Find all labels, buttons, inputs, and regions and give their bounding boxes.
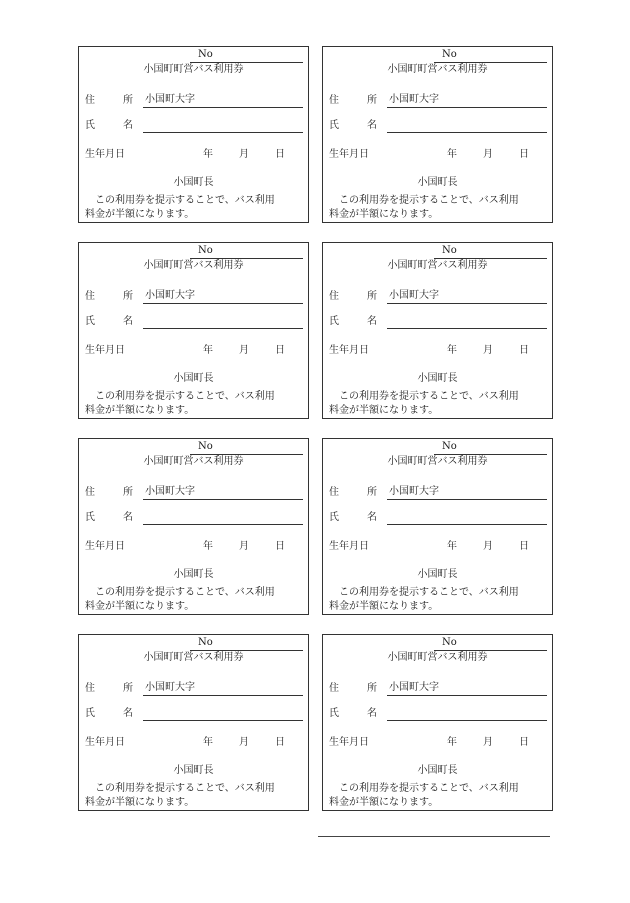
name-label-char-2: 名	[367, 316, 377, 327]
issuer: 小国町長	[173, 569, 214, 580]
address-label	[85, 682, 133, 696]
notice-line-2: 料金が半額になります。	[329, 601, 439, 612]
name-label	[85, 707, 133, 721]
ticket-number-field	[434, 49, 547, 63]
address-label-char-2: 所	[123, 683, 133, 694]
notice-line-1: この利用券を提示することで、バス利用	[339, 587, 519, 598]
birthdate-month: 月	[483, 345, 493, 356]
birthdate-year: 年	[203, 737, 213, 748]
birthdate-year: 年	[203, 345, 213, 356]
bus-ticket-1	[78, 46, 309, 223]
ticket-title: 小国町町営バス利用券	[143, 652, 244, 663]
ticket-notice	[85, 782, 305, 810]
ticket-number-label: No	[442, 49, 457, 60]
birthdate-month: 月	[483, 541, 493, 552]
birthdate-day: 日	[519, 541, 529, 552]
birthdate-month: 月	[483, 149, 493, 160]
birthdate-day: 日	[519, 345, 529, 356]
ticket-title: 小国町町営バス利用券	[387, 64, 488, 75]
birthdate-label: 生年月日	[85, 345, 125, 356]
name-label-char-1: 氏	[329, 708, 339, 719]
address-label-char-1: 住	[85, 291, 95, 302]
name-field	[143, 707, 303, 721]
address-label-char-2: 所	[123, 487, 133, 498]
address-field	[387, 682, 547, 696]
bus-ticket-4	[322, 242, 553, 419]
address-value: 小国町大字	[389, 290, 439, 301]
birthdate-day: 日	[275, 345, 285, 356]
notice-line-2: 料金が半額になります。	[329, 209, 439, 220]
name-field	[143, 119, 303, 133]
name-field	[143, 511, 303, 525]
name-label	[85, 511, 133, 525]
notice-line-2: 料金が半額になります。	[85, 601, 195, 612]
name-label-char-1: 氏	[85, 512, 95, 523]
address-field	[143, 682, 303, 696]
issuer: 小国町長	[173, 177, 214, 188]
birthdate-month: 月	[239, 541, 249, 552]
name-label	[85, 315, 133, 329]
notice-line-1: この利用券を提示することで、バス利用	[339, 391, 519, 402]
name-label-char-1: 氏	[85, 708, 95, 719]
birthdate-year: 年	[447, 541, 457, 552]
birthdate-day: 日	[275, 541, 285, 552]
birthdate-label: 生年月日	[85, 737, 125, 748]
birthdate-day: 日	[275, 737, 285, 748]
issuer: 小国町長	[173, 765, 214, 776]
ticket-number-label: No	[198, 49, 213, 60]
ticket-notice	[329, 390, 549, 418]
name-label-char-2: 名	[367, 708, 377, 719]
name-label	[329, 119, 377, 133]
ticket-title: 小国町町営バス利用券	[387, 652, 488, 663]
bus-ticket-3	[78, 242, 309, 419]
ticket-number-field	[434, 441, 547, 455]
issuer: 小国町長	[417, 177, 458, 188]
name-label	[329, 707, 377, 721]
address-field	[387, 486, 547, 500]
address-value: 小国町大字	[389, 486, 439, 497]
birthdate-year: 年	[447, 149, 457, 160]
name-label-char-1: 氏	[329, 512, 339, 523]
address-label	[329, 290, 377, 304]
ticket-number-label: No	[198, 245, 213, 256]
ticket-number-label: No	[198, 441, 213, 452]
address-field	[387, 94, 547, 108]
birthdate-label: 生年月日	[329, 541, 369, 552]
address-label-char-1: 住	[85, 683, 95, 694]
name-field	[387, 315, 547, 329]
birthdate-year: 年	[447, 345, 457, 356]
name-label-char-1: 氏	[329, 120, 339, 131]
notice-line-1: この利用券を提示することで、バス利用	[95, 391, 275, 402]
address-label-char-2: 所	[367, 95, 377, 106]
address-label	[85, 290, 133, 304]
ticket-notice	[329, 782, 549, 810]
address-label-char-1: 住	[329, 683, 339, 694]
address-label-char-1: 住	[329, 95, 339, 106]
notice-line-1: この利用券を提示することで、バス利用	[95, 783, 275, 794]
ticket-number-field	[190, 637, 303, 651]
ticket-notice	[85, 194, 305, 222]
name-label-char-1: 氏	[329, 316, 339, 327]
address-label	[329, 94, 377, 108]
ticket-number-field	[190, 245, 303, 259]
address-value: 小国町大字	[145, 486, 195, 497]
bus-ticket-5	[78, 438, 309, 615]
bus-ticket-7	[78, 634, 309, 811]
address-label	[85, 486, 133, 500]
birthdate-label: 生年月日	[329, 737, 369, 748]
address-value: 小国町大字	[145, 290, 195, 301]
birthdate-label: 生年月日	[329, 345, 369, 356]
address-value: 小国町大字	[389, 682, 439, 693]
birthdate-year: 年	[447, 737, 457, 748]
issuer: 小国町長	[417, 765, 458, 776]
birthdate-day: 日	[519, 737, 529, 748]
bus-ticket-8	[322, 634, 553, 811]
address-label	[329, 682, 377, 696]
birthdate-month: 月	[239, 737, 249, 748]
birthdate-month: 月	[239, 149, 249, 160]
footer-rule	[318, 836, 550, 837]
ticket-number-label: No	[442, 245, 457, 256]
address-label-char-2: 所	[123, 291, 133, 302]
birthdate-day: 日	[519, 149, 529, 160]
notice-line-2: 料金が半額になります。	[85, 797, 195, 808]
name-field	[387, 119, 547, 133]
name-label	[329, 315, 377, 329]
issuer: 小国町長	[417, 373, 458, 384]
address-label-char-1: 住	[329, 487, 339, 498]
ticket-number-field	[434, 637, 547, 651]
address-label-char-1: 住	[329, 291, 339, 302]
address-label-char-2: 所	[367, 683, 377, 694]
ticket-number-label: No	[198, 637, 213, 648]
address-value: 小国町大字	[145, 682, 195, 693]
address-field	[143, 94, 303, 108]
name-label-char-2: 名	[367, 512, 377, 523]
ticket-title: 小国町町営バス利用券	[143, 260, 244, 271]
address-label	[85, 94, 133, 108]
ticket-title: 小国町町営バス利用券	[143, 64, 244, 75]
ticket-notice	[85, 390, 305, 418]
notice-line-1: この利用券を提示することで、バス利用	[339, 195, 519, 206]
ticket-number-field	[434, 245, 547, 259]
ticket-title: 小国町町営バス利用券	[387, 456, 488, 467]
notice-line-2: 料金が半額になります。	[329, 405, 439, 416]
birthdate-label: 生年月日	[329, 149, 369, 160]
name-label-char-2: 名	[123, 120, 133, 131]
address-label-char-2: 所	[367, 291, 377, 302]
birthdate-label: 生年月日	[85, 149, 125, 160]
name-label	[329, 511, 377, 525]
birthdate-label: 生年月日	[85, 541, 125, 552]
name-label-char-1: 氏	[85, 316, 95, 327]
name-field	[387, 511, 547, 525]
name-label-char-2: 名	[123, 512, 133, 523]
address-label	[329, 486, 377, 500]
address-field	[387, 290, 547, 304]
notice-line-2: 料金が半額になります。	[85, 209, 195, 220]
notice-line-2: 料金が半額になります。	[329, 797, 439, 808]
name-label	[85, 119, 133, 133]
ticket-number-field	[190, 441, 303, 455]
name-label-char-2: 名	[123, 316, 133, 327]
issuer: 小国町長	[417, 569, 458, 580]
bus-ticket-2	[322, 46, 553, 223]
ticket-number-label: No	[442, 637, 457, 648]
notice-line-1: この利用券を提示することで、バス利用	[95, 195, 275, 206]
birthdate-month: 月	[483, 737, 493, 748]
birthdate-month: 月	[239, 345, 249, 356]
notice-line-2: 料金が半額になります。	[85, 405, 195, 416]
address-label-char-1: 住	[85, 487, 95, 498]
ticket-title: 小国町町営バス利用券	[143, 456, 244, 467]
address-field	[143, 290, 303, 304]
notice-line-1: この利用券を提示することで、バス利用	[95, 587, 275, 598]
address-value: 小国町大字	[145, 94, 195, 105]
ticket-notice	[85, 586, 305, 614]
notice-line-1: この利用券を提示することで、バス利用	[339, 783, 519, 794]
address-label-char-1: 住	[85, 95, 95, 106]
ticket-title: 小国町町営バス利用券	[387, 260, 488, 271]
name-label-char-2: 名	[123, 708, 133, 719]
birthdate-year: 年	[203, 149, 213, 160]
name-field	[387, 707, 547, 721]
ticket-number-field	[190, 49, 303, 63]
address-label-char-2: 所	[123, 95, 133, 106]
ticket-number-label: No	[442, 441, 457, 452]
bus-ticket-6	[322, 438, 553, 615]
issuer: 小国町長	[173, 373, 214, 384]
name-label-char-2: 名	[367, 120, 377, 131]
birthdate-day: 日	[275, 149, 285, 160]
name-field	[143, 315, 303, 329]
name-label-char-1: 氏	[85, 120, 95, 131]
address-value: 小国町大字	[389, 94, 439, 105]
address-label-char-2: 所	[367, 487, 377, 498]
address-field	[143, 486, 303, 500]
ticket-notice	[329, 586, 549, 614]
ticket-notice	[329, 194, 549, 222]
birthdate-year: 年	[203, 541, 213, 552]
